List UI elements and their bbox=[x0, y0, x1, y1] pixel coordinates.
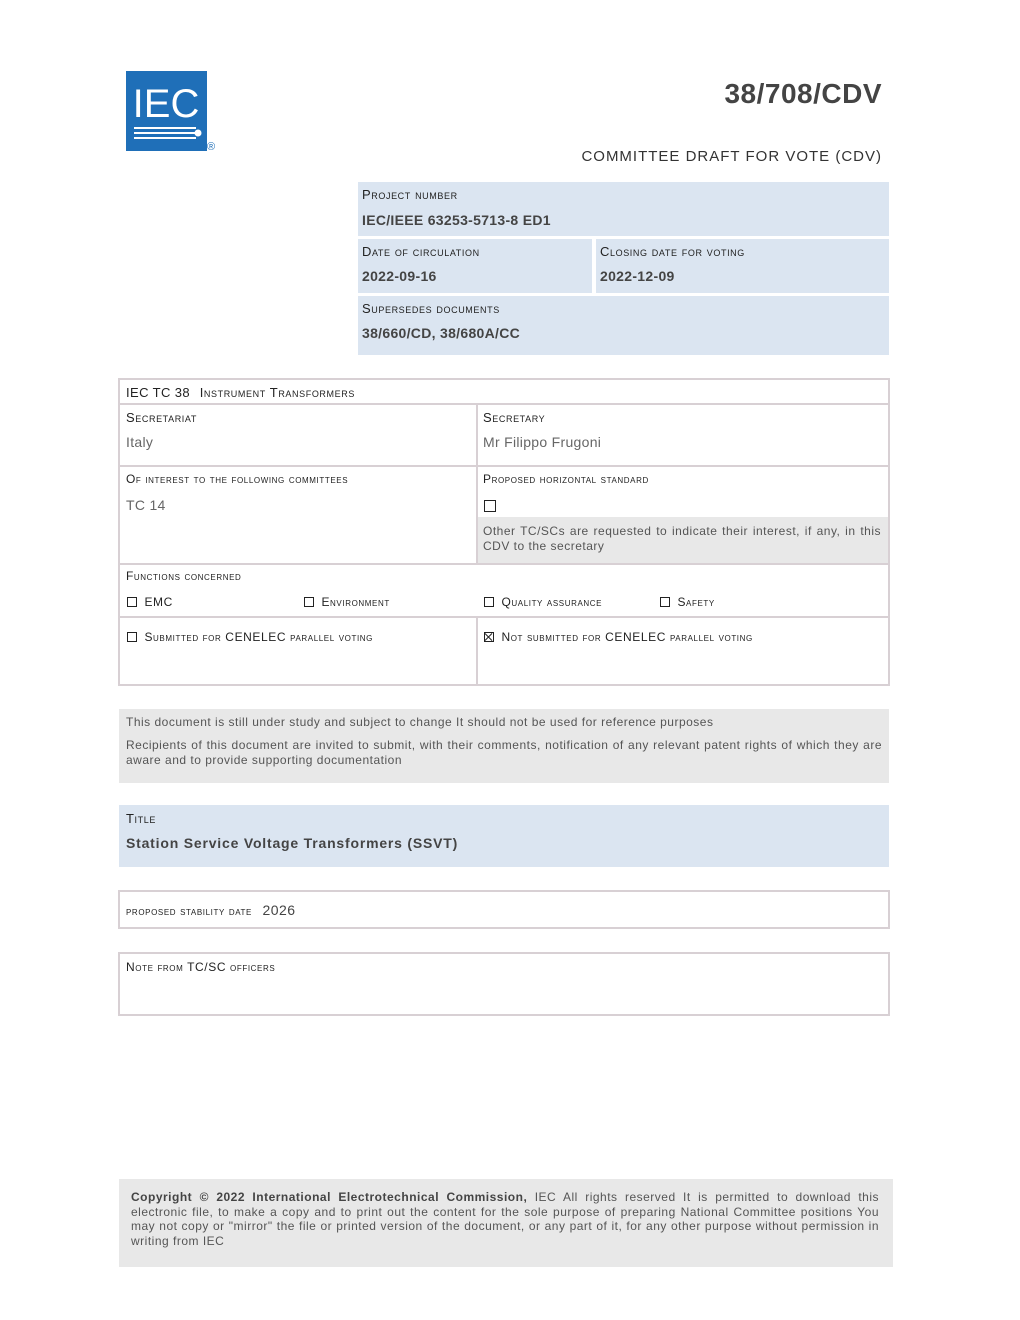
horizontal-note: Other TC/SCs are requested to indicate their interest, if any, in this CDV to the secretary bbox=[483, 524, 881, 553]
iec-logo-graphic bbox=[126, 71, 220, 153]
officers-note-label: Note from TC/SC officers bbox=[126, 960, 276, 974]
quality-assurance-label: Quality assurance bbox=[501, 595, 603, 609]
stability-value: 2026 bbox=[262, 902, 296, 918]
stability-box bbox=[118, 890, 890, 929]
supersedes-label: Supersedes documents bbox=[362, 301, 500, 316]
document-number: 38/708/CDV bbox=[724, 78, 882, 109]
function-quality-assurance[interactable] bbox=[484, 593, 602, 611]
supersedes-value: 38/660/CD, 38/680A/CC bbox=[362, 325, 521, 341]
functions-label: Functions concerned bbox=[126, 569, 242, 583]
environment-label: Environment bbox=[321, 595, 390, 609]
copyright-box bbox=[119, 1179, 893, 1267]
function-safety[interactable] bbox=[660, 593, 715, 611]
horizontal-standard-label: Proposed horizontal standard bbox=[483, 472, 649, 486]
cenelec-submitted-label: Submitted for CENELEC parallel voting bbox=[144, 630, 373, 644]
copyright-holder: Copyright © 2022 International Electrotechnical Commission, bbox=[131, 1190, 528, 1204]
project-number-label: Project number bbox=[362, 187, 458, 202]
secretary-value: Mr Filippo Frugoni bbox=[483, 434, 602, 450]
supersedes-box bbox=[358, 296, 889, 355]
stability-label: proposed stability date bbox=[126, 904, 252, 918]
function-emc[interactable] bbox=[127, 593, 173, 611]
quality-assurance-checkbox[interactable] bbox=[484, 597, 494, 607]
closing-date-label: Closing date for voting bbox=[600, 244, 745, 259]
cenelec-not-submitted-label: Not submitted for CENELEC parallel voting bbox=[501, 630, 753, 644]
interest-label: Of interest to the following committees bbox=[126, 472, 349, 486]
committee-heading bbox=[126, 385, 355, 400]
environment-checkbox[interactable] bbox=[304, 597, 314, 607]
horizontal-standard-checkbox[interactable] bbox=[484, 500, 496, 512]
cenelec-not-submitted-checkbox[interactable] bbox=[484, 632, 494, 642]
officers-note-box bbox=[118, 952, 890, 1016]
title-label: Title bbox=[126, 811, 156, 826]
circulation-date-box bbox=[358, 239, 592, 293]
interest-value: TC 14 bbox=[126, 497, 166, 513]
function-environment[interactable] bbox=[304, 593, 390, 611]
document-type: COMMITTEE DRAFT FOR VOTE (CDV) bbox=[581, 148, 882, 165]
closing-date-box bbox=[596, 239, 889, 293]
project-number-box bbox=[358, 182, 889, 236]
notice-line-2: Recipients of this document are invited to submit, with their comments, notification of any relevant patent rights of which they are aware and to provide supporting documentation bbox=[126, 738, 882, 767]
stability-row bbox=[126, 902, 296, 920]
secretary-label: Secretary bbox=[483, 410, 546, 425]
committee-code: IEC TC 38 bbox=[126, 385, 191, 400]
logo-text: IEC bbox=[132, 82, 200, 126]
secretariat-value: Italy bbox=[126, 434, 154, 450]
circulation-date-value: 2022-09-16 bbox=[362, 268, 437, 284]
safety-checkbox[interactable] bbox=[660, 597, 670, 607]
logo-registered: ® bbox=[207, 141, 216, 153]
secretariat-label: Secretariat bbox=[126, 410, 197, 425]
cenelec-submitted[interactable] bbox=[127, 628, 373, 646]
horizontal-note-box bbox=[478, 517, 888, 563]
circulation-date-label: Date of circulation bbox=[362, 244, 480, 259]
project-number-value: IEC/IEEE 63253-5713-8 ED1 bbox=[362, 212, 551, 228]
committee-name: Instrument Transformers bbox=[199, 385, 355, 400]
title-value: Station Service Voltage Transformers (SSVT) bbox=[126, 835, 459, 851]
emc-checkbox[interactable] bbox=[127, 597, 137, 607]
copyright-rest: IEC All rights reserved It is permitted to download this electronic file, to make a copy and to print out the content for the sole purpose of preparing National Committee positions You may not copy or "mirror" the file or printed version of the document, or any part of it, for any other purpose without permission in writing from IEC bbox=[131, 1190, 879, 1248]
emc-label: EMC bbox=[144, 595, 173, 609]
safety-label: Safety bbox=[677, 595, 715, 609]
closing-date-value: 2022-12-09 bbox=[600, 268, 675, 284]
cenelec-not-submitted[interactable] bbox=[484, 628, 753, 646]
cenelec-submitted-checkbox[interactable] bbox=[127, 632, 137, 642]
notice-box bbox=[119, 709, 889, 783]
copyright-text bbox=[131, 1190, 879, 1248]
title-box bbox=[119, 805, 889, 867]
iec-logo bbox=[126, 71, 220, 153]
notice-line-1: This document is still under study and subject to change It should not be used for reference purposes bbox=[126, 715, 714, 729]
